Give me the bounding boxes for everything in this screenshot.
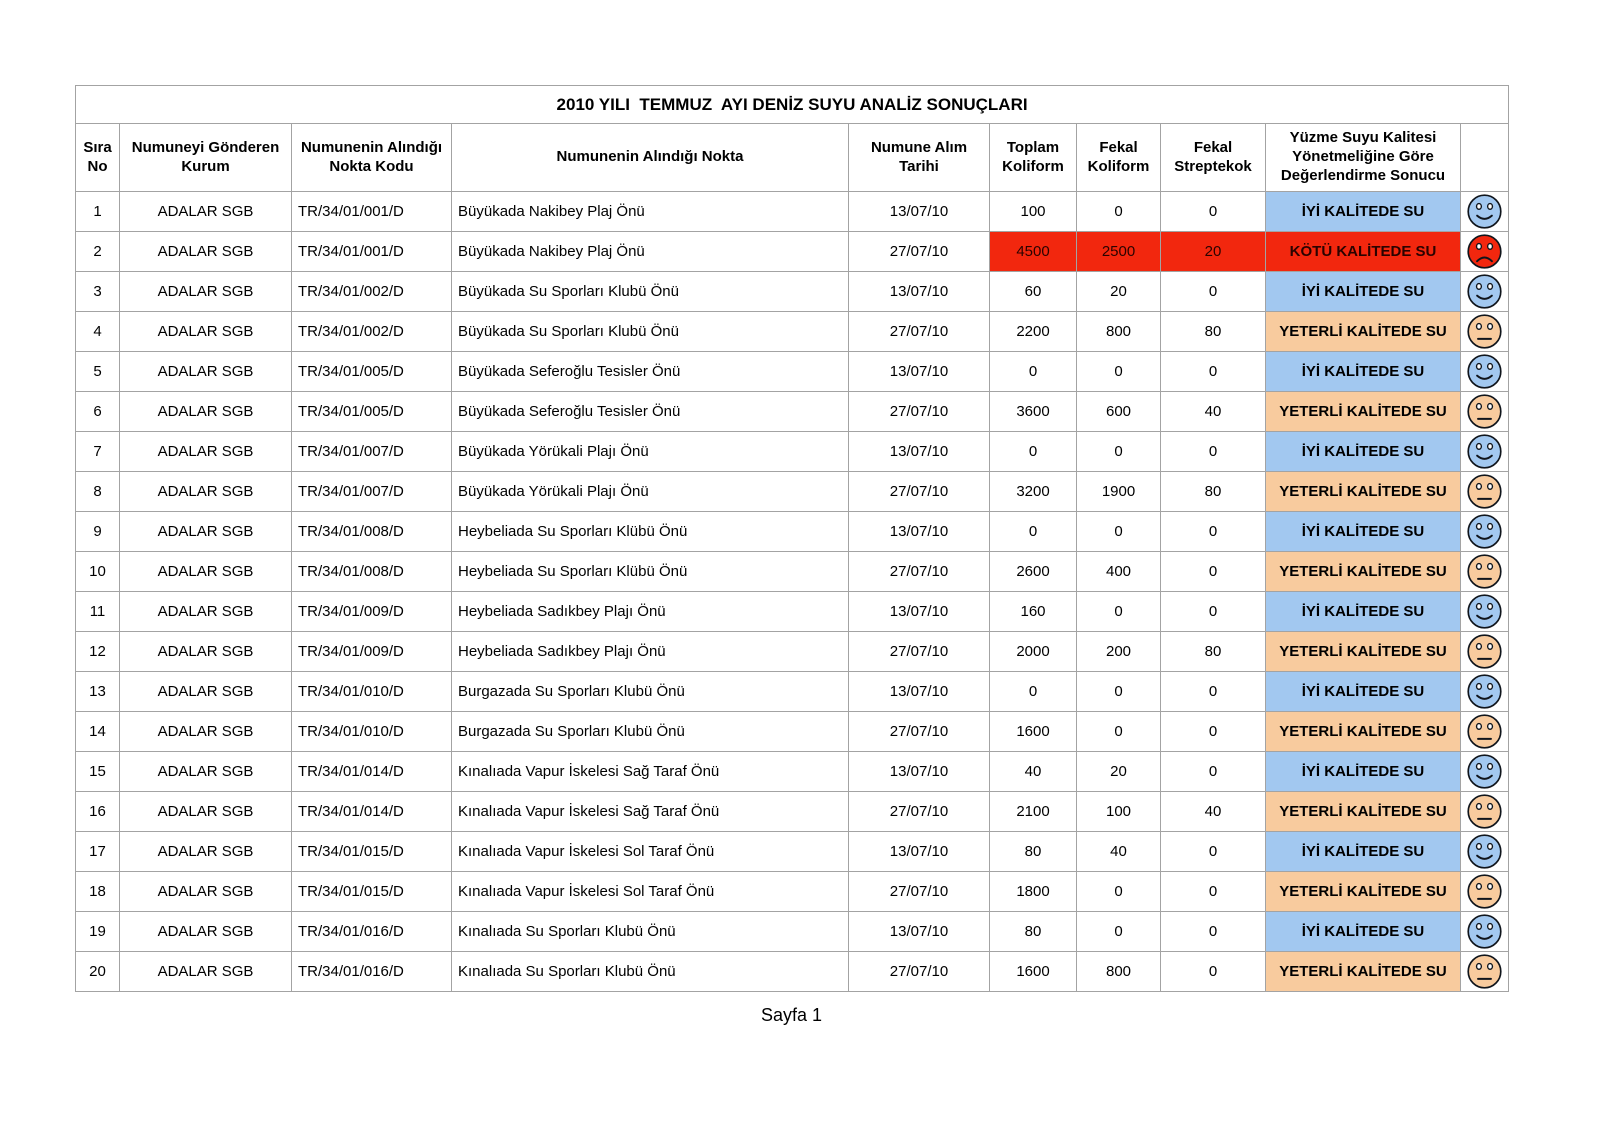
fecal-coliform-cell: 0 [1077, 352, 1161, 392]
sample-date-cell: 13/07/10 [849, 592, 990, 632]
point-name-cell: Kınalıada Vapur İskelesi Sol Taraf Önü [452, 872, 849, 912]
point-code-cell: TR/34/01/014/D [292, 792, 452, 832]
point-code-cell: TR/34/01/010/D [292, 712, 452, 752]
table-row [76, 912, 1509, 952]
institution-cell: ADALAR SGB [120, 432, 292, 472]
point-code-cell: TR/34/01/007/D [292, 432, 452, 472]
table-body [76, 192, 1509, 992]
sample-date-cell: 13/07/10 [849, 512, 990, 552]
fecal-streptococcus-cell: 0 [1161, 952, 1266, 992]
total-coliform-cell: 60 [990, 272, 1077, 312]
fecal-streptococcus-cell: 40 [1161, 792, 1266, 832]
institution-cell: ADALAR SGB [120, 272, 292, 312]
smiley-cell [1461, 872, 1509, 912]
fecal-coliform-cell: 0 [1077, 712, 1161, 752]
happy-face-icon [1466, 513, 1503, 550]
point-name-cell: Kınalıada Su Sporları Klubü Önü [452, 912, 849, 952]
quality-result-cell: KÖTÜ KALİTEDE SU [1266, 232, 1461, 272]
fecal-streptococcus-cell: 0 [1161, 192, 1266, 232]
col-header-nokta: Numunenin Alındığı Nokta [452, 124, 849, 192]
fecal-coliform-cell: 0 [1077, 592, 1161, 632]
institution-cell: ADALAR SGB [120, 672, 292, 712]
total-coliform-cell: 2100 [990, 792, 1077, 832]
point-name-cell: Heybeliada Su Sporları Klübü Önü [452, 552, 849, 592]
quality-result-cell: YETERLİ KALİTEDE SU [1266, 392, 1461, 432]
table-row [76, 712, 1509, 752]
report-page [75, 85, 1508, 1026]
fecal-coliform-cell: 800 [1077, 952, 1161, 992]
title-row [76, 86, 1509, 124]
neutral-face-icon [1466, 313, 1503, 350]
fecal-streptococcus-cell: 0 [1161, 552, 1266, 592]
quality-result-cell: İYİ KALİTEDE SU [1266, 672, 1461, 712]
point-name-cell: Büyükada Nakibey Plaj Önü [452, 192, 849, 232]
col-header-toplam-koliform: Toplam Koliform [990, 124, 1077, 192]
smiley-cell [1461, 632, 1509, 672]
institution-cell: ADALAR SGB [120, 912, 292, 952]
row-number-cell: 9 [76, 512, 120, 552]
point-code-cell: TR/34/01/014/D [292, 752, 452, 792]
fecal-coliform-cell: 600 [1077, 392, 1161, 432]
fecal-streptococcus-cell: 80 [1161, 312, 1266, 352]
point-code-cell: TR/34/01/015/D [292, 872, 452, 912]
table-row [76, 632, 1509, 672]
point-code-cell: TR/34/01/008/D [292, 552, 452, 592]
institution-cell: ADALAR SGB [120, 192, 292, 232]
col-header-kurum: Numuneyi Gönderen Kurum [120, 124, 292, 192]
institution-cell: ADALAR SGB [120, 592, 292, 632]
point-code-cell: TR/34/01/009/D [292, 592, 452, 632]
col-header-tarih: Numune Alım Tarihi [849, 124, 990, 192]
point-name-cell: Büyükada Seferoğlu Tesisler Önü [452, 392, 849, 432]
table-row [76, 952, 1509, 992]
fecal-streptococcus-cell: 80 [1161, 472, 1266, 512]
total-coliform-cell: 3200 [990, 472, 1077, 512]
smiley-cell [1461, 512, 1509, 552]
total-coliform-cell: 0 [990, 672, 1077, 712]
table-row [76, 552, 1509, 592]
row-number-cell: 17 [76, 832, 120, 872]
total-coliform-cell: 4500 [990, 232, 1077, 272]
fecal-streptococcus-cell: 0 [1161, 832, 1266, 872]
sample-date-cell: 27/07/10 [849, 872, 990, 912]
table-row [76, 272, 1509, 312]
institution-cell: ADALAR SGB [120, 632, 292, 672]
quality-result-cell: YETERLİ KALİTEDE SU [1266, 792, 1461, 832]
row-number-cell: 12 [76, 632, 120, 672]
total-coliform-cell: 2600 [990, 552, 1077, 592]
total-coliform-cell: 160 [990, 592, 1077, 632]
row-number-cell: 20 [76, 952, 120, 992]
happy-face-icon [1466, 193, 1503, 230]
fecal-streptococcus-cell: 0 [1161, 512, 1266, 552]
sample-date-cell: 13/07/10 [849, 352, 990, 392]
smiley-cell [1461, 912, 1509, 952]
neutral-face-icon [1466, 953, 1503, 990]
point-name-cell: Büyükada Yörükali Plajı Önü [452, 432, 849, 472]
smiley-cell [1461, 832, 1509, 872]
row-number-cell: 15 [76, 752, 120, 792]
sample-date-cell: 13/07/10 [849, 912, 990, 952]
smiley-cell [1461, 552, 1509, 592]
neutral-face-icon [1466, 633, 1503, 670]
row-number-cell: 5 [76, 352, 120, 392]
quality-result-cell: İYİ KALİTEDE SU [1266, 752, 1461, 792]
fecal-coliform-cell: 0 [1077, 872, 1161, 912]
smiley-cell [1461, 392, 1509, 432]
sample-date-cell: 13/07/10 [849, 752, 990, 792]
point-code-cell: TR/34/01/016/D [292, 952, 452, 992]
total-coliform-cell: 2200 [990, 312, 1077, 352]
sample-date-cell: 27/07/10 [849, 312, 990, 352]
fecal-streptococcus-cell: 80 [1161, 632, 1266, 672]
fecal-streptococcus-cell: 20 [1161, 232, 1266, 272]
institution-cell: ADALAR SGB [120, 392, 292, 432]
total-coliform-cell: 100 [990, 192, 1077, 232]
sample-date-cell: 27/07/10 [849, 792, 990, 832]
sad-face-icon [1466, 233, 1503, 270]
table-row [76, 392, 1509, 432]
institution-cell: ADALAR SGB [120, 552, 292, 592]
table-row [76, 192, 1509, 232]
point-code-cell: TR/34/01/015/D [292, 832, 452, 872]
total-coliform-cell: 2000 [990, 632, 1077, 672]
point-name-cell: Büyükada Su Sporları Klubü Önü [452, 312, 849, 352]
smiley-cell [1461, 432, 1509, 472]
point-name-cell: Kınalıada Vapur İskelesi Sağ Taraf Önü [452, 752, 849, 792]
report-title: 2010 YILI TEMMUZ AYI DENİZ SUYU ANALİZ SONUÇLARI [76, 86, 1509, 124]
fecal-coliform-cell: 100 [1077, 792, 1161, 832]
smiley-cell [1461, 272, 1509, 312]
total-coliform-cell: 1600 [990, 712, 1077, 752]
point-name-cell: Büyükada Yörükali Plajı Önü [452, 472, 849, 512]
quality-result-cell: İYİ KALİTEDE SU [1266, 192, 1461, 232]
smiley-cell [1461, 952, 1509, 992]
table-row [76, 592, 1509, 632]
row-number-cell: 1 [76, 192, 120, 232]
total-coliform-cell: 1600 [990, 952, 1077, 992]
smiley-cell [1461, 712, 1509, 752]
row-number-cell: 11 [76, 592, 120, 632]
total-coliform-cell: 3600 [990, 392, 1077, 432]
row-number-cell: 3 [76, 272, 120, 312]
fecal-coliform-cell: 20 [1077, 752, 1161, 792]
institution-cell: ADALAR SGB [120, 232, 292, 272]
col-header-degerlendirme: Yüzme Suyu Kalitesi Yönetmeliğine Göre Değerlendirme Sonucu [1266, 124, 1461, 192]
fecal-coliform-cell: 0 [1077, 432, 1161, 472]
sample-date-cell: 27/07/10 [849, 952, 990, 992]
total-coliform-cell: 80 [990, 912, 1077, 952]
table-row [76, 512, 1509, 552]
point-name-cell: Büyükada Seferoğlu Tesisler Önü [452, 352, 849, 392]
point-name-cell: Heybeliada Sadıkbey Plajı Önü [452, 592, 849, 632]
col-header-fekal-koliform: Fekal Koliform [1077, 124, 1161, 192]
fecal-coliform-cell: 0 [1077, 512, 1161, 552]
total-coliform-cell: 80 [990, 832, 1077, 872]
page-number: Sayfa 1 [760, 1005, 823, 1025]
happy-face-icon [1466, 673, 1503, 710]
point-code-cell: TR/34/01/010/D [292, 672, 452, 712]
fecal-streptococcus-cell: 0 [1161, 712, 1266, 752]
point-name-cell: Kınalıada Vapur İskelesi Sol Taraf Önü [452, 832, 849, 872]
col-header-smiley [1461, 124, 1509, 192]
row-number-cell: 7 [76, 432, 120, 472]
row-number-cell: 4 [76, 312, 120, 352]
smiley-cell [1461, 752, 1509, 792]
fecal-streptococcus-cell: 0 [1161, 672, 1266, 712]
neutral-face-icon [1466, 393, 1503, 430]
table-row [76, 232, 1509, 272]
institution-cell: ADALAR SGB [120, 312, 292, 352]
row-number-cell: 8 [76, 472, 120, 512]
sample-date-cell: 27/07/10 [849, 392, 990, 432]
quality-result-cell: İYİ KALİTEDE SU [1266, 592, 1461, 632]
row-number-cell: 13 [76, 672, 120, 712]
row-number-cell: 18 [76, 872, 120, 912]
table-row [76, 352, 1509, 392]
point-name-cell: Heybeliada Sadıkbey Plajı Önü [452, 632, 849, 672]
point-name-cell: Büyükada Su Sporları Klubü Önü [452, 272, 849, 312]
quality-result-cell: YETERLİ KALİTEDE SU [1266, 552, 1461, 592]
fecal-streptococcus-cell: 0 [1161, 872, 1266, 912]
quality-result-cell: YETERLİ KALİTEDE SU [1266, 632, 1461, 672]
quality-result-cell: İYİ KALİTEDE SU [1266, 912, 1461, 952]
table-row [76, 792, 1509, 832]
happy-face-icon [1466, 753, 1503, 790]
fecal-streptococcus-cell: 0 [1161, 352, 1266, 392]
total-coliform-cell: 0 [990, 352, 1077, 392]
sample-date-cell: 13/07/10 [849, 192, 990, 232]
fecal-coliform-cell: 1900 [1077, 472, 1161, 512]
table-row [76, 872, 1509, 912]
smiley-cell [1461, 192, 1509, 232]
fecal-coliform-cell: 200 [1077, 632, 1161, 672]
total-coliform-cell: 1800 [990, 872, 1077, 912]
table-row [76, 432, 1509, 472]
fecal-streptococcus-cell: 0 [1161, 592, 1266, 632]
point-code-cell: TR/34/01/009/D [292, 632, 452, 672]
smiley-cell [1461, 472, 1509, 512]
sea-water-analysis-table [75, 85, 1509, 992]
row-number-cell: 16 [76, 792, 120, 832]
neutral-face-icon [1466, 473, 1503, 510]
smiley-cell [1461, 592, 1509, 632]
table-row [76, 672, 1509, 712]
col-header-sira-no: Sıra No [76, 124, 120, 192]
fecal-streptococcus-cell: 0 [1161, 272, 1266, 312]
fecal-coliform-cell: 800 [1077, 312, 1161, 352]
happy-face-icon [1466, 913, 1503, 950]
table-row [76, 472, 1509, 512]
table-row [76, 752, 1509, 792]
fecal-coliform-cell: 0 [1077, 192, 1161, 232]
point-code-cell: TR/34/01/002/D [292, 272, 452, 312]
quality-result-cell: İYİ KALİTEDE SU [1266, 352, 1461, 392]
neutral-face-icon [1466, 553, 1503, 590]
row-number-cell: 14 [76, 712, 120, 752]
fecal-coliform-cell: 2500 [1077, 232, 1161, 272]
institution-cell: ADALAR SGB [120, 352, 292, 392]
sample-date-cell: 13/07/10 [849, 432, 990, 472]
fecal-streptococcus-cell: 40 [1161, 392, 1266, 432]
fecal-streptococcus-cell: 0 [1161, 912, 1266, 952]
institution-cell: ADALAR SGB [120, 512, 292, 552]
institution-cell: ADALAR SGB [120, 952, 292, 992]
sample-date-cell: 27/07/10 [849, 712, 990, 752]
institution-cell: ADALAR SGB [120, 792, 292, 832]
institution-cell: ADALAR SGB [120, 472, 292, 512]
table-row [76, 312, 1509, 352]
point-name-cell: Burgazada Su Sporları Klubü Önü [452, 672, 849, 712]
happy-face-icon [1466, 593, 1503, 630]
fecal-coliform-cell: 400 [1077, 552, 1161, 592]
sample-date-cell: 13/07/10 [849, 272, 990, 312]
sample-date-cell: 27/07/10 [849, 552, 990, 592]
point-code-cell: TR/34/01/005/D [292, 392, 452, 432]
happy-face-icon [1466, 273, 1503, 310]
institution-cell: ADALAR SGB [120, 712, 292, 752]
total-coliform-cell: 40 [990, 752, 1077, 792]
fecal-streptococcus-cell: 0 [1161, 752, 1266, 792]
sample-date-cell: 27/07/10 [849, 232, 990, 272]
smiley-cell [1461, 232, 1509, 272]
quality-result-cell: YETERLİ KALİTEDE SU [1266, 472, 1461, 512]
point-name-cell: Kınalıada Su Sporları Klubü Önü [452, 952, 849, 992]
point-code-cell: TR/34/01/016/D [292, 912, 452, 952]
smiley-cell [1461, 672, 1509, 712]
fecal-streptococcus-cell: 0 [1161, 432, 1266, 472]
col-header-nokta-kodu: Numunenin Alındığı Nokta Kodu [292, 124, 452, 192]
quality-result-cell: YETERLİ KALİTEDE SU [1266, 872, 1461, 912]
quality-result-cell: YETERLİ KALİTEDE SU [1266, 712, 1461, 752]
happy-face-icon [1466, 833, 1503, 870]
fecal-coliform-cell: 40 [1077, 832, 1161, 872]
row-number-cell: 10 [76, 552, 120, 592]
quality-result-cell: İYİ KALİTEDE SU [1266, 272, 1461, 312]
point-name-cell: Burgazada Su Sporları Klubü Önü [452, 712, 849, 752]
smiley-cell [1461, 352, 1509, 392]
institution-cell: ADALAR SGB [120, 832, 292, 872]
institution-cell: ADALAR SGB [120, 872, 292, 912]
total-coliform-cell: 0 [990, 512, 1077, 552]
table-row [76, 832, 1509, 872]
sample-date-cell: 27/07/10 [849, 472, 990, 512]
point-name-cell: Kınalıada Vapur İskelesi Sağ Taraf Önü [452, 792, 849, 832]
quality-result-cell: İYİ KALİTEDE SU [1266, 512, 1461, 552]
point-code-cell: TR/34/01/001/D [292, 232, 452, 272]
neutral-face-icon [1466, 793, 1503, 830]
quality-result-cell: YETERLİ KALİTEDE SU [1266, 312, 1461, 352]
point-code-cell: TR/34/01/008/D [292, 512, 452, 552]
institution-cell: ADALAR SGB [120, 752, 292, 792]
quality-result-cell: İYİ KALİTEDE SU [1266, 432, 1461, 472]
point-name-cell: Büyükada Nakibey Plaj Önü [452, 232, 849, 272]
smiley-cell [1461, 312, 1509, 352]
fecal-coliform-cell: 20 [1077, 272, 1161, 312]
happy-face-icon [1466, 433, 1503, 470]
row-number-cell: 6 [76, 392, 120, 432]
point-code-cell: TR/34/01/007/D [292, 472, 452, 512]
sample-date-cell: 27/07/10 [849, 632, 990, 672]
total-coliform-cell: 0 [990, 432, 1077, 472]
col-header-fekal-streptekok: Fekal Streptekok [1161, 124, 1266, 192]
fecal-coliform-cell: 0 [1077, 672, 1161, 712]
row-number-cell: 19 [76, 912, 120, 952]
point-code-cell: TR/34/01/002/D [292, 312, 452, 352]
quality-result-cell: İYİ KALİTEDE SU [1266, 832, 1461, 872]
column-header-row [76, 124, 1509, 192]
point-code-cell: TR/34/01/005/D [292, 352, 452, 392]
sample-date-cell: 13/07/10 [849, 672, 990, 712]
point-name-cell: Heybeliada Su Sporları Klübü Önü [452, 512, 849, 552]
point-code-cell: TR/34/01/001/D [292, 192, 452, 232]
neutral-face-icon [1466, 873, 1503, 910]
quality-result-cell: YETERLİ KALİTEDE SU [1266, 952, 1461, 992]
smiley-cell [1461, 792, 1509, 832]
fecal-coliform-cell: 0 [1077, 912, 1161, 952]
neutral-face-icon [1466, 713, 1503, 750]
row-number-cell: 2 [76, 232, 120, 272]
happy-face-icon [1466, 353, 1503, 390]
sample-date-cell: 13/07/10 [849, 832, 990, 872]
